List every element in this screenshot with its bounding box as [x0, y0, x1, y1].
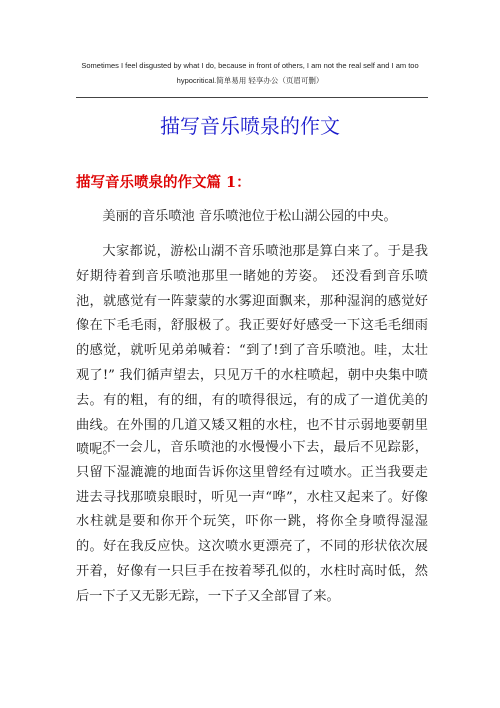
body-paragraph-3 [76, 436, 428, 610]
section-heading: 描写音乐喷泉的作文篇 1： [76, 174, 251, 191]
page-header-note [60, 58, 440, 88]
body-paragraph-1 [76, 205, 428, 230]
paragraph-text: 大家都说，游松山湖不音乐喷池那是算白来了。于是我好期待着到音乐喷池那里一睹她的芳姿。 还没看到音乐喷池，就感觉有一阵蒙蒙的水雾迎面飘来，那种湿润的感觉好像在下毛毛雨，舒服极了。我正要好好感受一下这毛毛细雨的感觉，就听见弟弟喊着：“到了!到了音乐喷池。哇，太壮观了!” 我们循声望去，只见万千的水柱喷起，朝中央集中喷去。有的粗，有的细，有的喷得很远，有的成了一道优美的曲线。在外围的几道又矮又粗的水柱，也不甘示弱地要朝里喷呢。 [76, 244, 428, 458]
document-title: 描写音乐喷泉的作文 [160, 114, 340, 138]
paragraph-text: 不一会儿，音乐喷池的水慢慢小下去，最后不见踪影，只留下湿漉漉的地面告诉你这里曾经有过喷水。正当我要走进去寻找那喷泉眼时，听见一声“哗”，水柱又起来了。好像水柱就是要和你开个玩笑，吓你一跳，将你全身喷得湿湿的。好在我反应快。这次喷水更漂亮了，不同的形状依次展开着，好像有一只巨手在按着琴孔似的，水柱时高时低，然后一下子又无影无踪，一下子又全部冒了来。 [76, 440, 428, 604]
paragraph-text: 美丽的音乐喷池 音乐喷池位于松山湖公园的中央。 [102, 209, 397, 224]
body-paragraph-2 [76, 240, 428, 463]
header-note-line-2: hypocritical.简单易用 轻享办公（页眉可删） [176, 76, 324, 85]
header-note-line-1: Sometimes I feel disgusted by what I do, because in front of others, I am not the real self and I am too [81, 61, 419, 70]
header-divider [76, 97, 428, 98]
